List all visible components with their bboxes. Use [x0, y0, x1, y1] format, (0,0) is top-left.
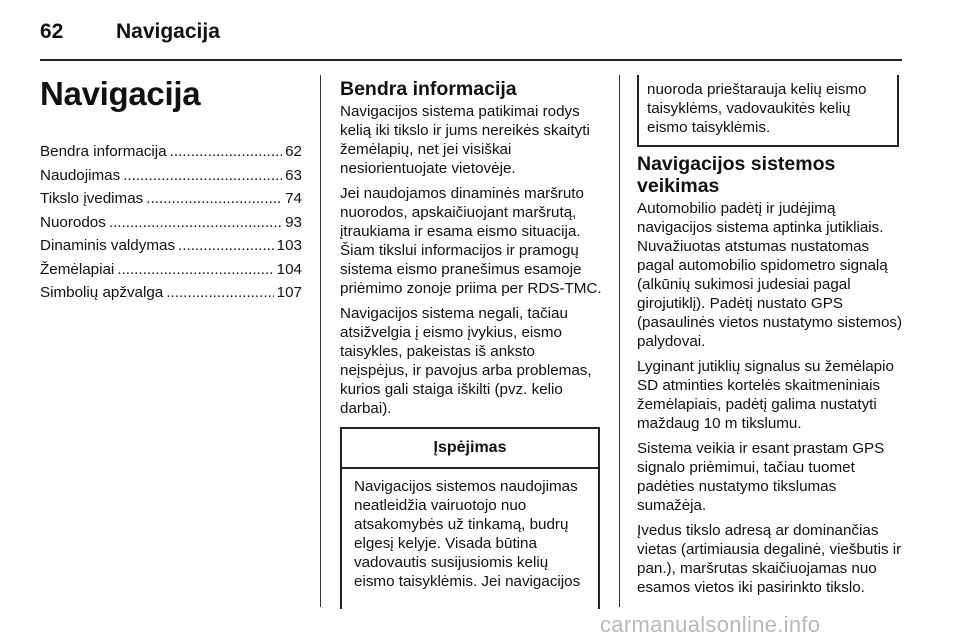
- toc-label: Tikslo įvedimas: [40, 190, 144, 207]
- section-title-general: Bendra informacija: [340, 78, 517, 100]
- warning-continuation-text: nuoroda prieštarauja kelių eismo taisyklėms, vadovaukitės kelių eismo taisyklėmis.: [647, 81, 867, 136]
- toc-label: Naudojimas: [40, 166, 121, 184]
- toc-leader: [117, 260, 273, 279]
- header-title: Navigacija: [116, 20, 220, 43]
- header-rule: [40, 59, 902, 61]
- toc-page: 62: [285, 143, 302, 160]
- paragraph: Automobilio padėtį ir judėjimą navigacijos sistema aptinka jutikliais. Nuvažiuotas atstumas nustatomas pagal automobilio spidometro signalą (alkūnių sukimosi judesiai pagal girojutiklį). Padėtį nustato GPS (pasaulinės vietos nustatymo sistemos) palydovai.: [637, 200, 903, 350]
- paragraph: Jei naudojamos dinaminės maršruto nuorodos, apskaičiuojant maršrutą, įtraukiama ir esama eismo situacija. Šiam tikslui informacijos ir pramogų sistema eismo pranešimus esamoje priėmimo zonoje priima per RDS-TMC.: [340, 185, 602, 297]
- warning-box: [340, 427, 600, 609]
- page-header: [40, 18, 902, 56]
- toc-list: [40, 142, 302, 307]
- paragraph: Navigacijos sistema patikimai rodys kelią iki tikslo ir jums nereikės skaityti žemėlapių, net jei visiškai nesiorientuojate vietovėje.: [340, 103, 590, 177]
- column-divider-1: [320, 75, 321, 607]
- toc-page: 104: [276, 260, 302, 278]
- toc-leader: [178, 236, 274, 255]
- toc-label: Žemėlapiai: [40, 260, 115, 278]
- toc-label: Dinaminis valdymas: [40, 237, 176, 254]
- toc-label: Nuorodos: [40, 213, 106, 231]
- toc-entry[interactable]: [40, 283, 302, 307]
- toc-entry[interactable]: [40, 260, 302, 284]
- toc-entry[interactable]: [40, 142, 302, 166]
- paragraph: Navigacijos sistema negali, tačiau atsižvelgia į eismo įvykius, eismo taisykles, pakeistas iš anksto neįspėjus, ir pavojus arba problemas, kurios gali staiga iškilti (pvz. kelio darbai).: [340, 305, 592, 417]
- column-divider-2: [619, 75, 620, 607]
- toc-leader: [146, 189, 282, 208]
- paragraph: Įvedus tikslo adresą ar dominančias vietas (artimiausia degalinė, viešbutis ir pan.), maršrutas skaičiuojamas nuo esamos vietos iki pasirinkto tikslo.: [637, 522, 902, 596]
- toc-column: [40, 74, 302, 307]
- warning-continuation-box: [637, 75, 899, 147]
- toc-page: 63: [285, 166, 302, 184]
- watermark: carmanualsonline.info: [600, 612, 821, 637]
- toc-entry[interactable]: [40, 189, 302, 213]
- toc-leader: [166, 283, 273, 302]
- toc-page: 74: [285, 190, 302, 207]
- paragraph: Lyginant jutiklių signalus su žemėlapio SD atminties kortelės skaitmeniniais žemėlapiais, padėtį galima nustatyti maždaug 10 m tikslumu.: [637, 358, 894, 432]
- toc-page: 103: [276, 237, 302, 254]
- toc-leader: [123, 166, 282, 185]
- toc-label: Bendra informacija: [40, 143, 167, 160]
- toc-entry[interactable]: [40, 166, 302, 190]
- toc-label: Simbolių apžvalga: [40, 284, 164, 301]
- toc-page: 93: [285, 213, 302, 231]
- general-info-column: [340, 78, 602, 424]
- section-title-operation: Navigacijos sistemos veikimas: [637, 153, 836, 197]
- warning-title: Įspėjimas: [342, 429, 598, 469]
- toc-leader: [170, 142, 282, 161]
- chapter-title: Navigacija: [40, 75, 201, 112]
- toc-entry[interactable]: [40, 213, 302, 237]
- toc-page: 107: [276, 284, 302, 301]
- toc-entry[interactable]: [40, 236, 302, 260]
- page-number: 62: [40, 20, 64, 43]
- operation-column: [637, 153, 905, 603]
- paragraph: Sistema veikia ir esant prastam GPS signalo priėmimui, tačiau tuomet padėties nustatymo tikslumas sumažėja.: [637, 440, 885, 514]
- warning-text: Navigacijos sistemos naudojimas neatleidžia vairuotojo nuo atsakomybės už tinkamą, budrų elgesį kelyje. Visada būtina vadovautis susijusiomis kelių eismo taisyklėmis. Jei navigacijos: [354, 478, 581, 590]
- toc-leader: [109, 213, 282, 232]
